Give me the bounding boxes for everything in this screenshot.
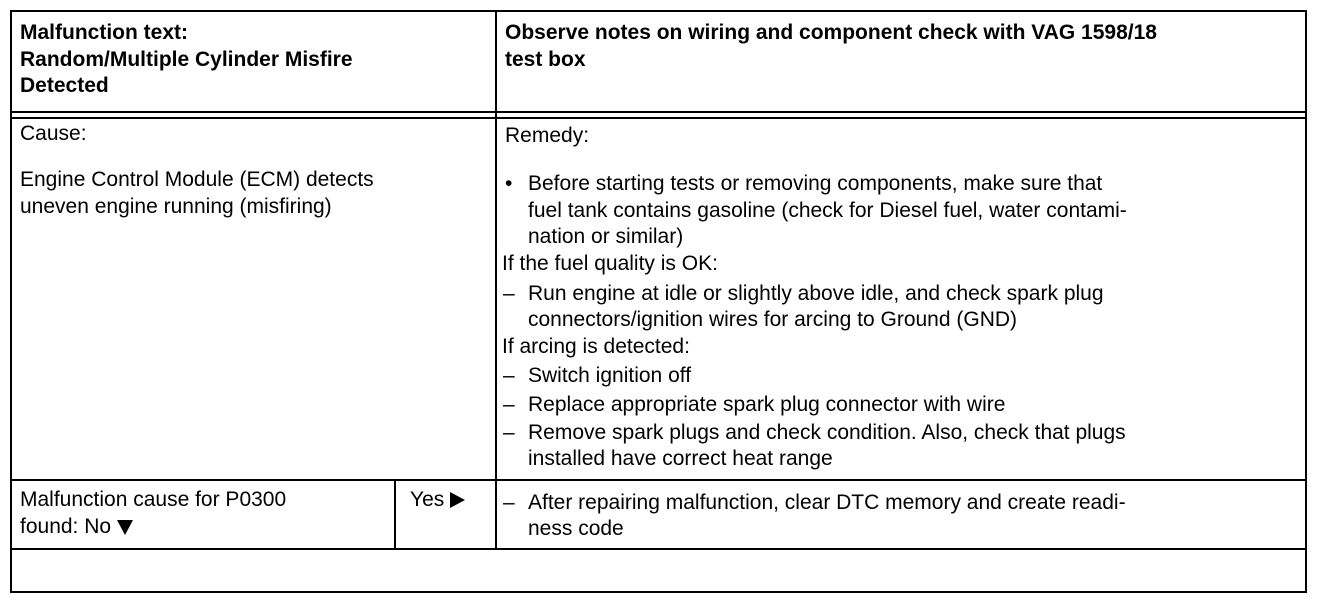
remedy-bullet1-line2: fuel tank contains gasoline (check for Diesel fuel, water contami-: [528, 199, 1127, 222]
remedy-step1-line2: connectors/ignition wires for arcing to Ground (GND): [528, 308, 1018, 331]
cause-line2: uneven engine running (misfiring): [20, 195, 332, 218]
remedy-step4-line2: installed have correct heat range: [528, 447, 833, 470]
bullet-marker: •: [505, 172, 513, 195]
yes-label: Yes: [410, 488, 445, 511]
result-found-no: [20, 513, 133, 540]
result-action-line1: After repairing malfunction, clear DTC memory and create readi-: [528, 491, 1126, 514]
dash-marker: –: [503, 393, 515, 416]
table-border-right: [1305, 10, 1307, 593]
footer-empty-row: [12, 550, 1305, 591]
dash-marker: –: [503, 364, 515, 387]
header-left-line1: Malfunction text:: [20, 21, 188, 44]
remedy-condition-fuel-ok: If the fuel quality is OK:: [502, 252, 718, 275]
remedy-step1-line1: Run engine at idle or slightly above idle, and check spark plug: [528, 282, 1104, 305]
remedy-step3: Replace appropriate spark plug connector with wire: [528, 393, 1006, 416]
header-right-line1: Observe notes on wiring and component check with VAG 1598/18: [505, 21, 1157, 44]
dash-marker: –: [503, 421, 515, 444]
result-action-line2: ness code: [528, 517, 624, 540]
table-border-left: [10, 10, 12, 593]
table-border-bottom: [10, 591, 1307, 593]
result-yes: [410, 486, 465, 513]
header-left-line2: Random/Multiple Cylinder Misfire: [20, 48, 353, 71]
remedy-step4-line1: Remove spark plugs and check condition. Also, check that plugs: [528, 421, 1126, 444]
dash-marker: –: [503, 282, 515, 305]
column-divider-main: [495, 10, 497, 549]
header-divider-top: [10, 111, 1307, 113]
remedy-condition-arcing: If arcing is detected:: [502, 335, 690, 358]
down-arrow-icon: [117, 520, 133, 535]
table-border-top: [10, 10, 1307, 12]
dash-marker: –: [503, 491, 515, 514]
result-line2: found: No: [20, 515, 112, 538]
header-right-line2: test box: [505, 48, 586, 71]
row-divider-result: [10, 479, 1307, 481]
cause-label: Cause:: [20, 122, 87, 145]
result-line1: Malfunction cause for P0300: [20, 488, 287, 511]
right-arrow-icon: [450, 492, 465, 508]
cause-line1: Engine Control Module (ECM) detects: [20, 168, 374, 191]
remedy-bullet1-line1: Before starting tests or removing components, make sure that: [528, 172, 1103, 195]
remedy-bullet1-line3: nation or similar): [528, 225, 684, 248]
column-divider-yes: [394, 479, 396, 549]
remedy-step2: Switch ignition off: [528, 364, 692, 387]
header-divider-bottom: [10, 117, 1307, 119]
header-left-line3: Detected: [20, 74, 109, 97]
remedy-label: Remedy:: [505, 124, 590, 147]
